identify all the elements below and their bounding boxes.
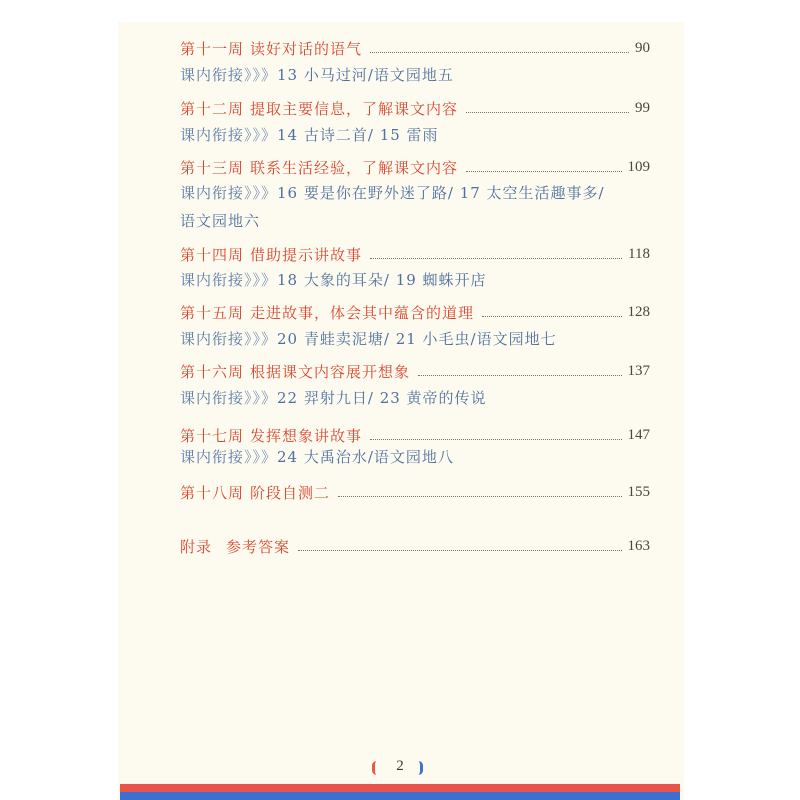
week-label: 第十一周: [180, 39, 245, 58]
link-prefix: 课内衔接》》》: [180, 389, 278, 407]
link-prefix: 课内衔接》》》: [180, 330, 278, 348]
toc-link-week-12[interactable]: [180, 124, 650, 148]
toc-entry-week-12[interactable]: [180, 96, 650, 120]
toc-entry-week-14[interactable]: [180, 242, 650, 266]
entry-title: 走进故事，体会其中蕴含的道理: [250, 303, 475, 322]
week-label: 第十八周: [180, 483, 245, 502]
entry-title: 根据课文内容展开想象: [250, 362, 411, 381]
link-prefix: 课内衔接》》》: [180, 271, 278, 289]
link-text: 13 小马过河/语文园地五: [277, 66, 454, 84]
link-prefix: 课内衔接》》》: [180, 66, 278, 84]
page-number: 109: [627, 158, 650, 175]
link-text: 24 大禹治水/语文园地八: [277, 448, 454, 466]
toc-entry-week-11[interactable]: [180, 36, 650, 60]
link-text: 16 要是你在野外迷了路/ 17 太空生活趣事多/: [277, 184, 605, 202]
dot-leader: [466, 171, 621, 172]
week-label: 第十六周: [180, 362, 245, 381]
dot-leader: [482, 316, 621, 317]
appendix-label: 附录: [180, 537, 213, 556]
toc-link-week-13-continued[interactable]: [180, 210, 650, 234]
link-text: 18 大象的耳朵/ 19 蜘蛛开店: [277, 271, 487, 289]
page-number: 90: [635, 39, 650, 56]
week-label: 第十三周: [180, 158, 245, 177]
entry-title: 借助提示讲故事: [250, 245, 363, 264]
toc-entry-week-13[interactable]: [180, 155, 650, 179]
link-prefix: 课内衔接》》》: [180, 126, 278, 144]
page-number: 163: [627, 537, 650, 554]
dot-leader: [370, 258, 622, 259]
page-number: 128: [627, 303, 650, 320]
link-text: 14 古诗二首/ 15 雷雨: [277, 126, 439, 144]
entry-title: 参考答案: [226, 537, 291, 556]
week-label: 第十五周: [180, 303, 245, 322]
toc-link-week-16[interactable]: [180, 387, 650, 411]
entry-title: 联系生活经验，了解课文内容: [250, 158, 459, 177]
toc-entry-week-18[interactable]: [180, 480, 650, 504]
week-label: 第十二周: [180, 99, 245, 118]
toc-link-week-14[interactable]: [180, 269, 650, 293]
page-number: 147: [627, 426, 650, 443]
week-label: 第十七周: [180, 426, 245, 445]
toc-link-week-11[interactable]: [180, 64, 650, 88]
dot-leader: [418, 375, 621, 376]
link-prefix: 课内衔接》》》: [180, 448, 278, 466]
footer-red-band: [120, 784, 680, 792]
toc-entry-week-15[interactable]: [180, 300, 650, 324]
page-number-right-bracket-icon: [414, 761, 423, 775]
dot-leader: [370, 439, 621, 440]
dot-leader: [466, 112, 629, 113]
dot-leader: [298, 550, 621, 551]
page-number: 137: [627, 362, 650, 379]
toc-link-week-15[interactable]: [180, 328, 650, 352]
entry-title: 读好对话的语气: [250, 39, 363, 58]
dot-leader: [370, 52, 629, 53]
footer-page-number: 2: [396, 758, 404, 774]
dot-leader: [338, 496, 621, 497]
footer-blue-band: [120, 792, 680, 800]
entry-title: 阶段自测二: [250, 483, 331, 502]
link-text: 语文园地六: [180, 212, 261, 230]
page-number: 99: [635, 99, 650, 116]
link-text: 20 青蛙卖泥塘/ 21 小毛虫/语文园地七: [277, 330, 557, 348]
link-prefix: 课内衔接》》》: [180, 184, 278, 202]
toc-entry-week-17[interactable]: [180, 423, 650, 447]
week-label: 第十四周: [180, 245, 245, 264]
toc-link-week-13[interactable]: [180, 182, 650, 206]
page-number: 155: [627, 483, 650, 500]
link-text: 22 羿射九日/ 23 黄帝的传说: [277, 389, 487, 407]
entry-title: 发挥想象讲故事: [250, 426, 363, 445]
toc-link-week-17[interactable]: [180, 446, 650, 470]
entry-title: 提取主要信息，了解课文内容: [250, 99, 459, 118]
page-number: 118: [628, 245, 650, 262]
toc-entry-appendix[interactable]: [180, 534, 650, 558]
toc-entry-week-16[interactable]: [180, 359, 650, 383]
